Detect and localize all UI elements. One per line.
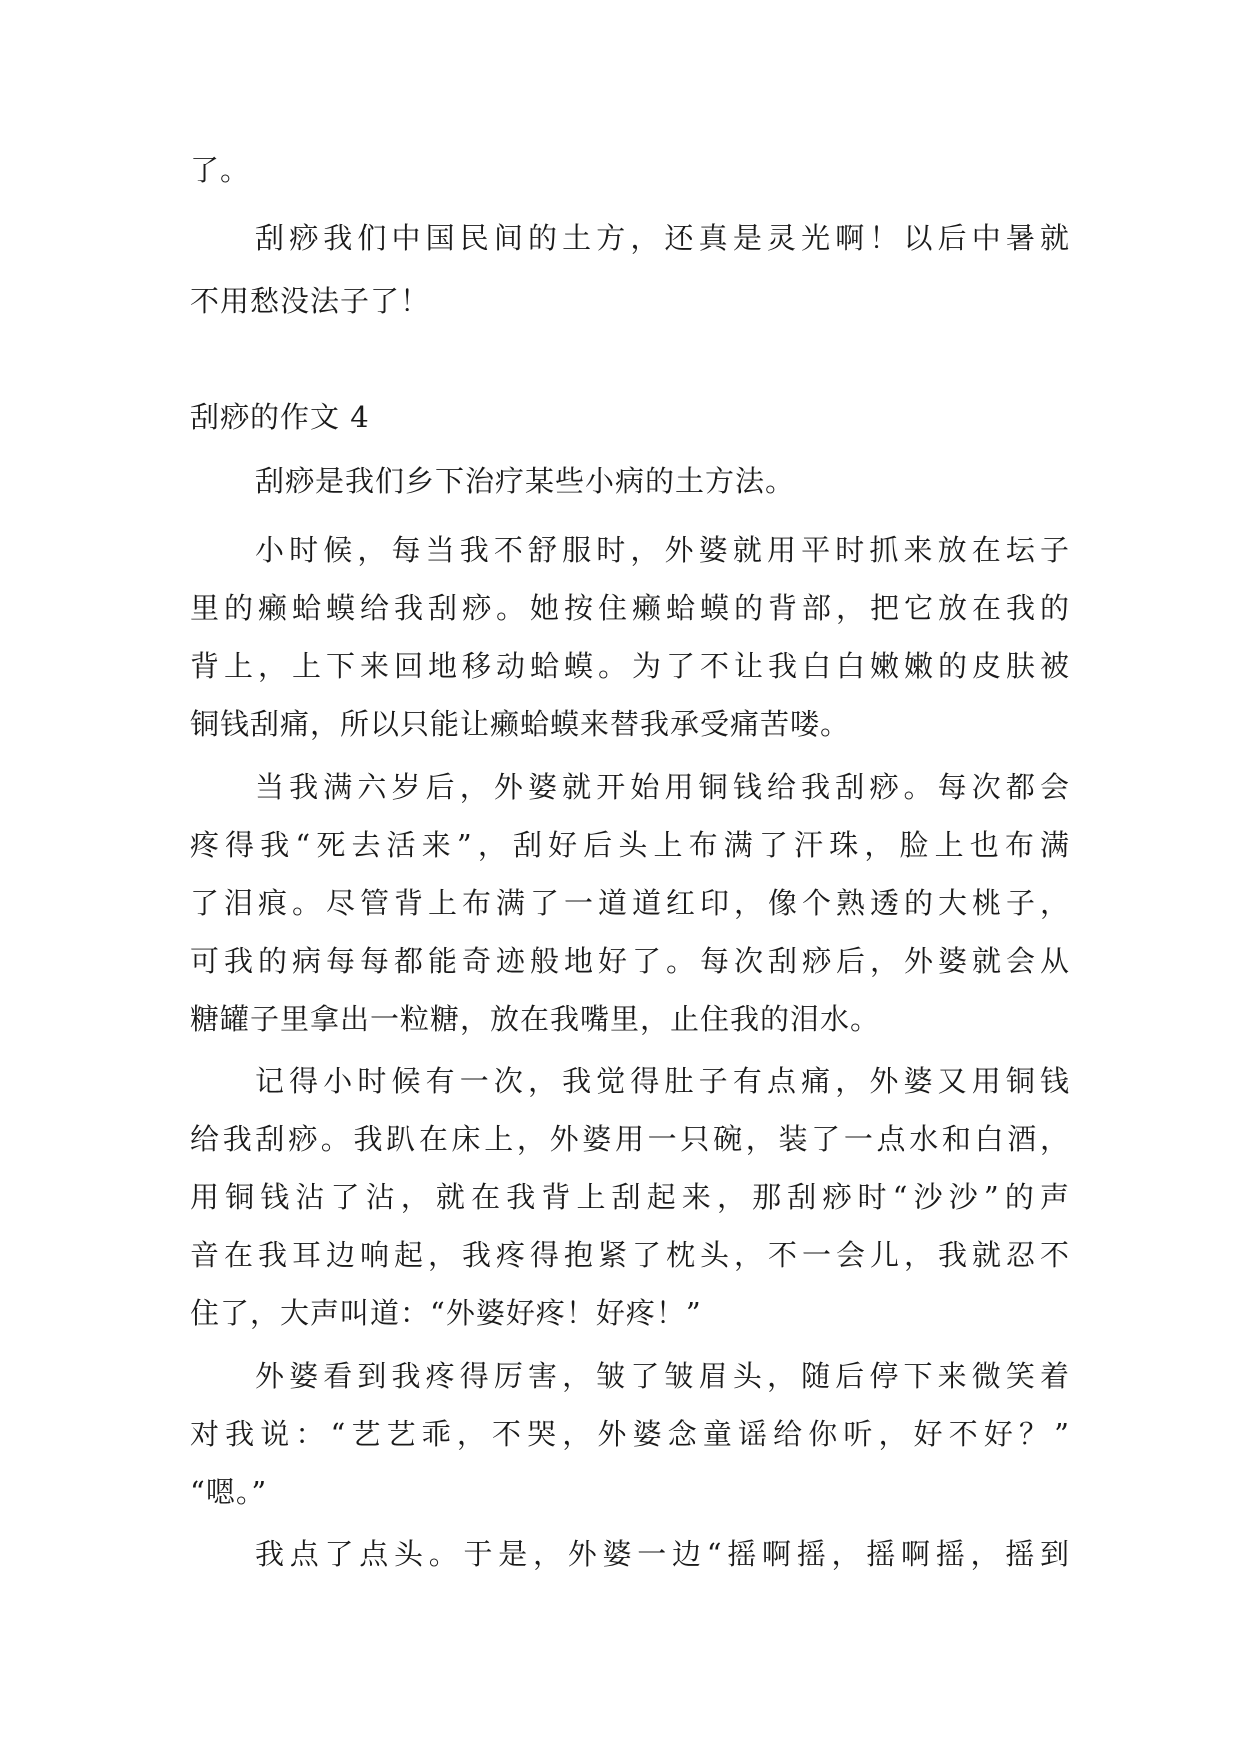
- text-line: 住了，大声叫道：“外婆好疼！好疼！”: [190, 1296, 702, 1330]
- text-line: 音在我耳边响起，我疼得抱紧了枕头，不一会儿，我就忍不: [190, 1238, 1070, 1272]
- text-line: 可我的病每每都能奇迹般地好了。每次刮痧后，外婆就会从: [190, 944, 1070, 978]
- text-line: 疼得我“死去活来”，刮好后头上布满了汗珠，脸上也布满: [190, 828, 1070, 862]
- text-line: 用铜钱沾了沾，就在我背上刮起来，那刮痧时“沙沙”的声: [190, 1180, 1070, 1214]
- text-line: 刮痧是我们乡下治疗某些小病的土方法。: [255, 464, 796, 498]
- text-line: 刮痧我们中国民间的土方，还真是灵光啊！以后中暑就: [255, 221, 1070, 255]
- text-line: 铜钱刮痛，所以只能让癞蛤蟆来替我承受痛苦喽。: [190, 707, 851, 741]
- text-line: 背上，上下来回地移动蛤蟆。为了不让我白白嫩嫩的皮肤被: [190, 649, 1070, 683]
- text-line: 糖罐子里拿出一粒糖，放在我嘴里，止住我的泪水。: [190, 1002, 881, 1036]
- text-line: 了泪痕。尽管背上布满了一道道红印，像个熟透的大桃子，: [190, 886, 1070, 920]
- section-heading: 刮痧的作文 4: [190, 400, 370, 434]
- text-line: 记得小时候有一次，我觉得肚子有点痛，外婆又用铜钱: [255, 1064, 1070, 1098]
- text-line: 给我刮痧。我趴在床上，外婆用一只碗，装了一点水和白酒，: [190, 1122, 1070, 1156]
- text-line: 当我满六岁后，外婆就开始用铜钱给我刮痧。每次都会: [255, 770, 1070, 804]
- text-line: 里的癞蛤蟆给我刮痧。她按住癞蛤蟆的背部，把它放在我的: [190, 591, 1070, 625]
- text-line: 我点了点头。于是，外婆一边“摇啊摇，摇啊摇，摇到: [255, 1537, 1070, 1571]
- text-line: 了。: [190, 153, 251, 187]
- text-line: 小时候，每当我不舒服时，外婆就用平时抓来放在坛子: [255, 533, 1070, 567]
- text-line: 对我说：“艺艺乖，不哭，外婆念童谣给你听，好不好？”: [190, 1417, 1070, 1451]
- text-line: “嗯。”: [190, 1475, 268, 1509]
- text-line: 外婆看到我疼得厉害，皱了皱眉头，随后停下来微笑着: [255, 1359, 1070, 1393]
- text-line: 不用愁没法子了！: [190, 284, 431, 318]
